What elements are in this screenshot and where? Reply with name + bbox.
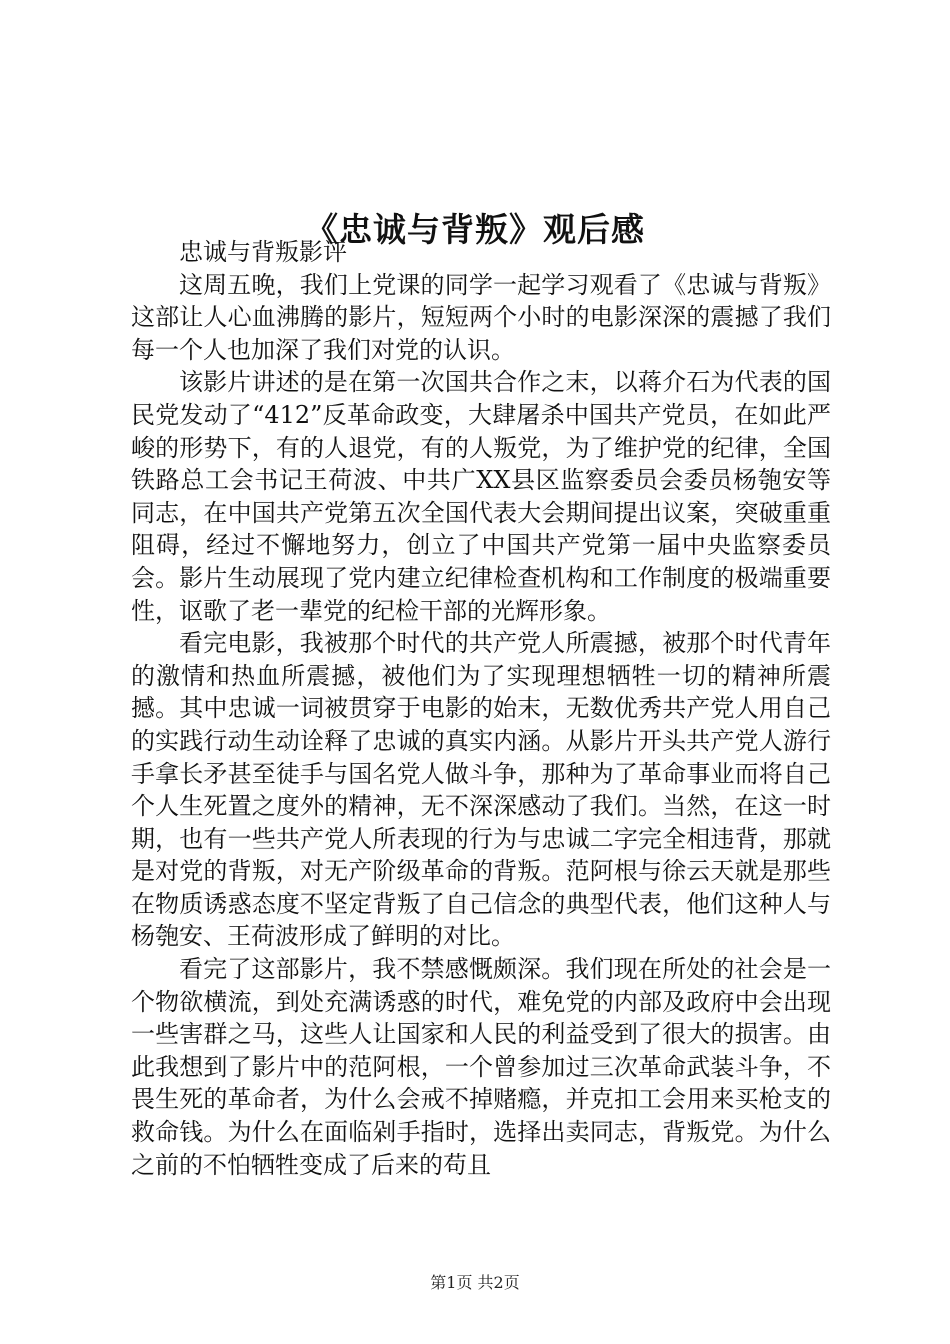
document-body [131,236,831,1181]
subtitle-paragraph: 忠诚与背叛影评 [179,238,347,266]
page-footer: 第1页 共2页 [430,1273,520,1292]
paragraph-plot: 该影片讲述的是在第一次国共合作之末，以蒋介石为代表的国民党发动了“412”反革命政变，大肆屠杀中国共产党员，在如此严峻的形势下，有的人退党，有的人叛党，为了维护党的纪律，全国铁路总工会书记王荷波、中共广XX县区监察委员会委员杨匏安等同志，在中国共产党第五次全国代表大会期间提出议案，突破重重阻碍，经过不懈地努力，创立了中国共产党第一届中央监察委员会。影片生动展现了党内建立纪律检查机构和工作制度的极端重要性，讴歌了老一辈党的纪检干部的光辉形象。 [131,368,831,625]
paragraph-intro: 这周五晚，我们上党课的同学一起学习观看了《忠诚与背叛》这部让人心血沸腾的影片，短短两个小时的电影深深的震撼了我们每一个人也加深了我们对党的认识。 [131,270,831,364]
paragraph-reflection: 看完电影，我被那个时代的共产党人所震撼，被那个时代青年的激情和热血所震撼，被他们为了实现理想牺牲一切的精神所震撼。其中忠诚一词被贯穿于电影的始末，无数优秀共产党人用自己的实践行动生动诠释了忠诚的真实内涵。从影片开头共产党人游行手拿长矛甚至徒手与国名党人做斗争，那种为了革命事业而将自己个人生死置之度外的精神，无不深深感动了我们。当然，在这一时期，也有一些共产党人所表现的行为与忠诚二字完全相违背，那就是对党的背叛，对无产阶级革命的背叛。范阿根与徐云天就是那些在物质诱惑态度不坚定背叛了自己信念的典型代表，他们这种人与杨匏安、王荷波形成了鲜明的对比。 [131,629,831,951]
paragraph-society: 看完了这部影片，我不禁感慨颇深。我们现在所处的社会是一个物欲横流，到处充满诱惑的时代，难免党的内部及政府中会出现一些害群之马，这些人让国家和人民的利益受到了很大的损害。由此我想到了影片中的范阿根，一个曾参加过三次革命武装斗争，不畏生死的革命者，为什么会戒不掉赌瘾，并克扣工会用来买枪支的救命钱。为什么在面临剁手指时，选择出卖同志，背叛党。为什么之前的不怕牺牲变成了后来的苟且 [131,955,831,1179]
document-title: 《忠诚与背叛》观后感 [305,210,645,250]
